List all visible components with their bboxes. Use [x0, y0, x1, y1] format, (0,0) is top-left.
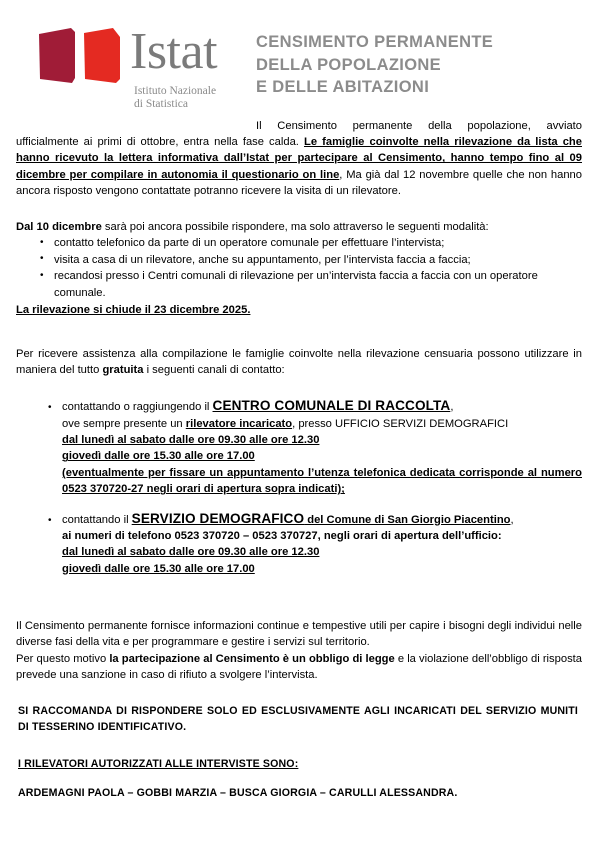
- assistance-bold: gratuita: [102, 364, 144, 376]
- intro-emphasis: Le famiglie coinvolte nella rilevazione da lista che hanno ricevuto la lettera informativa dall’Istat per partecipare al Censimento, hanno tempo fino al 09 dicembre per compilare in autonomia il questionario on line: [16, 136, 582, 181]
- page-title-line3: E DELLE ABITAZIONI: [256, 78, 430, 96]
- contact2-headline-comma: ,: [510, 513, 514, 526]
- assistance-before: Per ricevere assistenza alla compilazione le famiglie coinvolte nella rilevazione censuaria possono utilizzare in maniera del tutto: [16, 347, 582, 376]
- list-item: • contatto telefonico da parte di un operatore comunale per effettuare l’intervista;: [54, 235, 582, 252]
- logo-top-row: [38, 23, 218, 84]
- closing2-after: e la violazione dell’obbligo di risposta prevede una sanzione in caso di rifiuto a svolgere l’intervista.: [16, 652, 582, 681]
- contact2-headline: SERVIZIO DEMOGRAFICO: [131, 510, 305, 526]
- list-item: • visita a casa di un rilevatore, anche su appuntamento, per l’intervista faccia a faccia;: [54, 252, 582, 269]
- modalities-lead-bold: Dal 10 dicembre: [16, 221, 102, 234]
- page-title-line1: CENSIMENTO PERMANENTE: [256, 33, 494, 51]
- page-title-line2: DELLA POPOLAZIONE: [256, 55, 442, 74]
- document-header: [14, 0, 586, 111]
- modalities-closing: [16, 302, 582, 318]
- istat-logo: [38, 23, 250, 111]
- contact-item-centro-comunale: [62, 398, 582, 497]
- list-item: • recandosi presso i Centri comunali di rilevazione per un’intervista faccia a faccia con un operatore comunale.: [54, 268, 582, 301]
- logo-subtitle-line2: di Statistica: [134, 98, 188, 110]
- recommendation-notice: SI RACCOMANDA DI RISPONDERE SOLO ED ESCLUSIVAMENTE AGLI INCARICATI DEL SERVIZIO MUNITI DI TESSERINO IDENTIFICATIVO.: [18, 705, 578, 734]
- page-title: [256, 31, 493, 99]
- modalities-lead-rest: sarà poi ancora possibile rispondere, ma solo attraverso le seguenti modalità:: [101, 221, 489, 234]
- spacer: [16, 577, 582, 605]
- contact1-note: (eventualmente per fissare un appuntamento l’utenza telefonica dedicata corrisponde al numero 0523 370720-27 negli orari di apertura sopra indicati);: [62, 466, 582, 496]
- contact2-hours-2: giovedì dalle ore 15.30 alle ore 17.00: [62, 562, 255, 575]
- contact1-line2: [62, 416, 582, 432]
- assistance-after: i seguenti canali di contatto:: [143, 364, 285, 376]
- logo-subtitle-line1: Istituto Nazionale: [134, 85, 217, 97]
- logo-wordmark: Istat: [130, 23, 218, 80]
- intro-paragraph: [16, 118, 582, 199]
- spacer: [62, 498, 582, 511]
- closing2-before: Per questo motivo: [16, 652, 110, 665]
- spacer: [16, 378, 582, 398]
- surveyors-heading: [16, 756, 582, 772]
- contact1-headline-tail: ,: [450, 401, 454, 414]
- contact1-line2-bold: rilevatore incaricato: [185, 417, 293, 430]
- modalities-closing-text: La rilevazione si chiude il 23 dicembre 2025.: [16, 303, 251, 316]
- document-body: [14, 118, 586, 802]
- spacer: [16, 318, 582, 346]
- contact1-headline: CENTRO COMUNALE DI RACCOLTA: [212, 398, 451, 414]
- contact-item-servizio-demografico: [62, 511, 582, 578]
- assistance-paragraph: [16, 346, 582, 378]
- closing2-bold: la partecipazione al Censimento è un obbligo di legge: [109, 652, 395, 665]
- contact2-hours-1: dal lunedì al sabato dalle ore 09.30 alle ore 12.30: [62, 546, 320, 559]
- intro-lead: Il Censimento permanente della popolazione, avviato ufficialmente ai primi di ottobre, entra nella fase calda.: [16, 120, 582, 149]
- closing-paragraph-2: [16, 651, 582, 683]
- contact1-line2-b: , presso UFFICIO SERVIZI DEMOGRAFICI: [292, 417, 509, 430]
- closing-paragraph-1: Il Censimento permanente fornisce informazioni continue e tempestive utili per capire i bisogni degli individui nelle diverse fasi della vita e per programmare e gestire i servizi sul territorio.: [16, 620, 582, 649]
- contacts-list: [16, 398, 582, 577]
- surveyors-heading-text: I RILEVATORI AUTORIZZATI ALLE INTERVISTE SONO:: [18, 757, 299, 770]
- spacer: [16, 772, 582, 785]
- contact1-hours-1: dal lunedì al sabato dalle ore 09.30 alle ore 12.30: [62, 434, 320, 447]
- logo-subtitle: [134, 85, 216, 111]
- modalities-lead: [16, 219, 582, 235]
- spacer: [16, 605, 582, 618]
- spacer: [16, 683, 582, 703]
- logo-marks: [38, 28, 121, 84]
- spacer: [16, 736, 582, 756]
- spacer: [16, 199, 582, 219]
- surveyors-list: ARDEMAGNI PAOLA – GOBBI MARZIA – BUSCA GIORGIA – CARULLI ALESSANDRA.: [18, 787, 458, 800]
- contact1-line2-a: ove sempre presente un: [62, 417, 186, 430]
- contact2-headline-tail: del Comune di San Giorgio Piacentino: [304, 513, 511, 526]
- contact1-hours-2: giovedì dalle ore 15.30 alle ore 17.00: [62, 450, 255, 463]
- logo-mark-left-icon: [38, 28, 76, 84]
- contact1-intro: contattando o raggiungendo il: [62, 401, 213, 414]
- intro-tail: , Ma già dal 12 novembre quelle che non hanno ancora risposto vengono contattate potranno ricevere la visita di un rilevatore.: [16, 168, 582, 197]
- contact2-intro: contattando il: [62, 513, 132, 526]
- modalities-list: [16, 235, 582, 301]
- logo-mark-right-icon: [83, 28, 121, 84]
- contact2-line2: ai numeri di telefono 0523 370720 – 0523 370727, negli orari di apertura dell’ufficio:: [62, 530, 502, 543]
